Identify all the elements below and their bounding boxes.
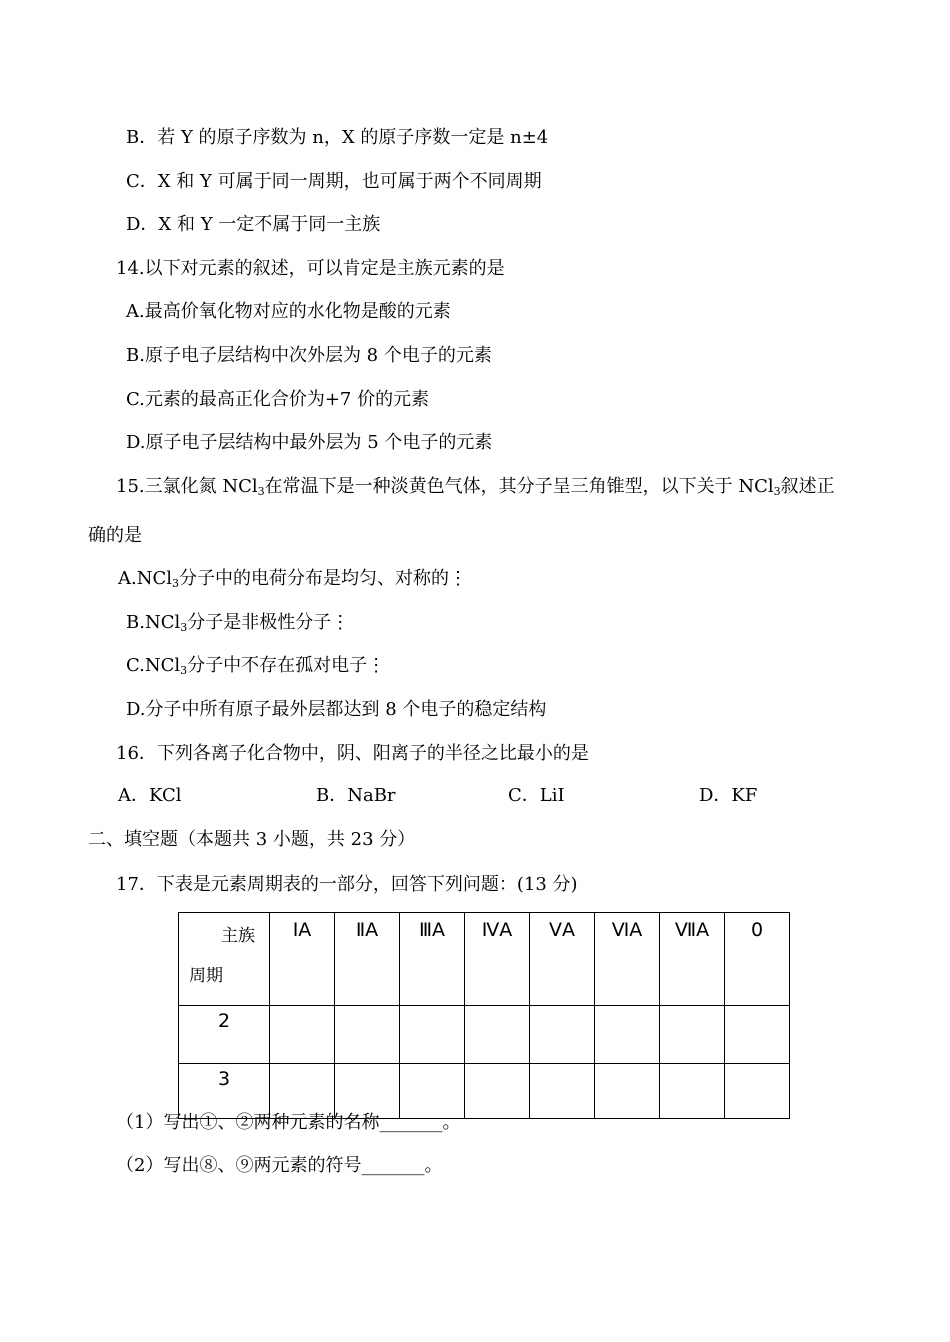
table-cell (270, 1006, 335, 1064)
section-heading: 二、填空题（本题共 3 小题，共 23 分） (88, 829, 416, 850)
table-cell (595, 1064, 660, 1119)
q15-option-c: C.NCl$_3$分子中不存在孤对电子⋮ (126, 655, 386, 677)
table-cell (660, 1064, 725, 1119)
q15-option-b: B.NCl$_3$分子是非极性分子⋮ (126, 612, 350, 634)
q16-option-b: B．NaBr (316, 785, 396, 806)
group-header: ⅦA (660, 913, 725, 1006)
q14-option-c: C.元素的最高正化合价为+7 价的元素 (126, 389, 430, 410)
q13-option-c: C．X 和 Y 可属于同一周期，也可属于两个不同周期 (126, 171, 542, 192)
group-header: ⅡA (335, 913, 400, 1006)
subscript: 3 (180, 621, 188, 634)
group-header: ⅤA (530, 913, 595, 1006)
q16-stem: 16．下列各离子化合物中，阴、阳离子的半径之比最小的是 (116, 743, 589, 764)
q17-stem: 17．下表是元素周期表的一部分，回答下列问题：(13 分) (116, 874, 578, 895)
period-label: 3 (179, 1064, 270, 1119)
group-header: 0 (725, 913, 790, 1006)
table-cell (660, 1006, 725, 1064)
q14-option-a: A.最高价氧化物对应的水化物是酸的元素 (126, 301, 451, 322)
group-header: ⅠA (270, 913, 335, 1006)
q16-option-a: A．KCl (118, 785, 182, 806)
table-cell (400, 1006, 465, 1064)
q16-option-c: C．LiI (508, 785, 565, 806)
q15-stem-continued: 确的是 (88, 525, 142, 546)
table-cell (530, 1006, 595, 1064)
q15-option-a: A.NCl$_3$分子中的电荷分布是均匀、对称的⋮ (118, 568, 467, 590)
subscript: 3 (180, 664, 188, 677)
period-header-label: 周期 (189, 966, 223, 986)
q13-option-b: B．若 Y 的原子序数为 n，X 的原子序数一定是 n±4 (126, 127, 549, 148)
table-corner-cell (179, 913, 270, 1006)
table-cell (335, 1006, 400, 1064)
subscript: 3 (773, 485, 781, 498)
table-cell (465, 1064, 530, 1119)
q13-option-d: D．X 和 Y 一定不属于同一主族 (126, 214, 381, 235)
table-cell (530, 1064, 595, 1119)
q15-stem: 15.三氯化氮 NCl$_3$在常温下是一种淡黄色气体，其分子呈三角锥型，以下关于 NCl$_3$叙述正 (116, 476, 835, 498)
period-label: 2 (179, 1006, 270, 1064)
group-header-label: 主族 (221, 926, 255, 946)
table-cell (725, 1006, 790, 1064)
periodic-table (178, 912, 790, 1119)
q17-part-2: （2）写出⑧、⑨两元素的符号_______。 (116, 1155, 443, 1176)
group-header: ⅥA (595, 913, 660, 1006)
q14-option-d: D.原子电子层结构中最外层为 5 个电子的元素 (126, 432, 493, 453)
table-cell (465, 1006, 530, 1064)
q15-option-d: D.分子中所有原子最外层都达到 8 个电子的稳定结构 (126, 699, 547, 720)
q16-option-d: D．KF (699, 785, 758, 806)
table-cell (725, 1064, 790, 1119)
subscript: 3 (257, 485, 265, 498)
q14-stem: 14.以下对元素的叙述，可以肯定是主族元素的是 (116, 258, 505, 279)
group-header: ⅣA (465, 913, 530, 1006)
q17-part-1: （1）写出①、②两种元素的名称_______。 (116, 1112, 461, 1133)
q14-option-b: B.原子电子层结构中次外层为 8 个电子的元素 (126, 345, 492, 366)
table-cell (595, 1006, 660, 1064)
group-header: ⅢA (400, 913, 465, 1006)
subscript: 3 (172, 577, 179, 590)
